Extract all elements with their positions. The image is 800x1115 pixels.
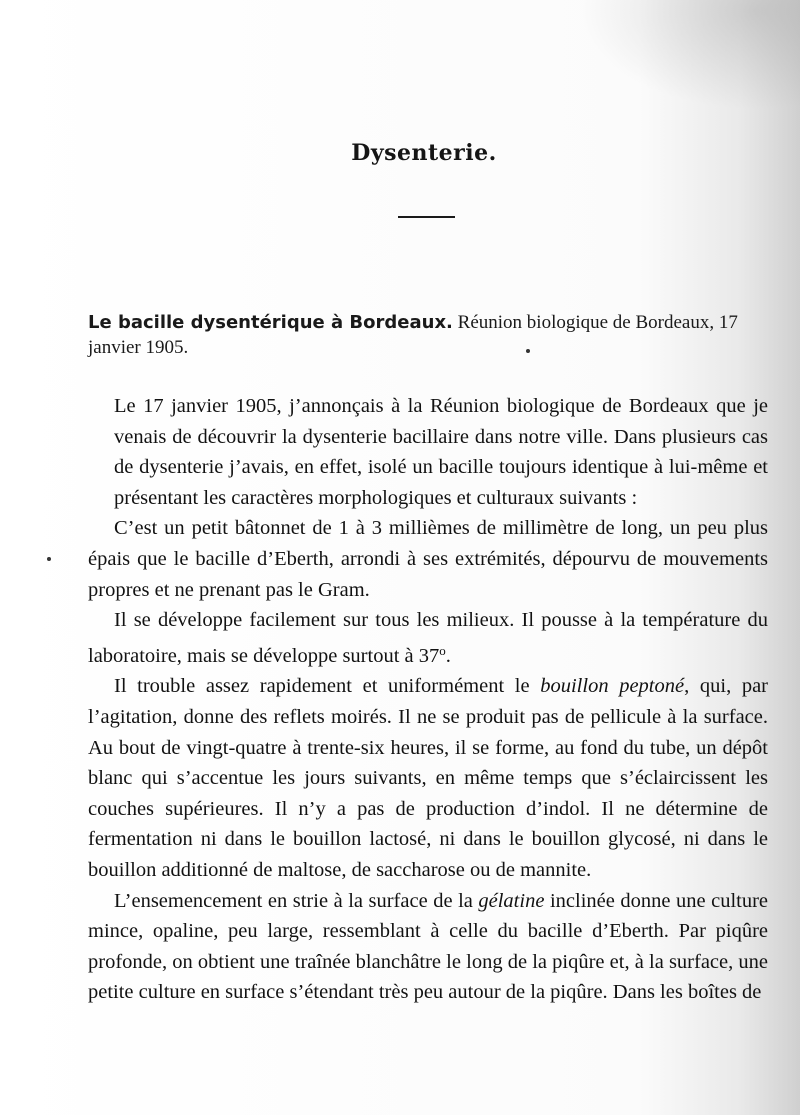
paragraph bbox=[88, 671, 768, 885]
reference-title: Le bacille dysentérique à Bordeaux. bbox=[88, 312, 453, 333]
paragraph-text: Il se développe facilement sur tous les milieux. Il pousse à la température du laboratoire, mais se développe surtout à 37 bbox=[88, 609, 768, 667]
paragraph: Le 17 janvier 1905, j’annonçais à la Réunion biologique de Bordeaux que je venais de découvrir la dysenterie bacillaire dans notre ville. Dans plusieurs cas de dysenterie j’avais, en effet, isolé un bacille toujours identique à lui-même et présentant les caractères morphologiques et culturaux suivants : bbox=[114, 395, 768, 509]
paragraph-text: . bbox=[445, 644, 451, 667]
stray-mark bbox=[47, 557, 51, 561]
italic-term: gélatine bbox=[478, 889, 545, 912]
reference-citation: Réunion biologique de Bordeaux, 17 janvier 1905. bbox=[88, 312, 738, 358]
italic-term: bouillon peptoné bbox=[540, 675, 685, 698]
paragraph-text: Il trouble assez rapidement et uniformément le bbox=[114, 675, 541, 698]
paragraph bbox=[88, 886, 768, 1008]
paragraph: C’est un petit bâtonnet de 1 à 3 millièmes de millimètre de long, un peu plus épais que le bacille d’Eberth, arrondi à ses extrémités, dépourvu de mouvements propres et ne prenant pas le Gram. bbox=[88, 517, 768, 601]
title-rule bbox=[398, 216, 455, 218]
stray-mark bbox=[526, 349, 530, 353]
paragraph bbox=[88, 605, 768, 671]
superscript: o bbox=[439, 642, 446, 658]
page-title: Dysenterie. bbox=[351, 140, 497, 166]
show-through-shadow bbox=[580, 0, 800, 110]
reference-block bbox=[88, 310, 768, 360]
paragraph-text: , qui, par l’agitation, donne des reflets moirés. Il ne se produit pas de pellicule à la surface. Au bout de vingt-quatre à trente-six heures, il se forme, au fond du tube, un dépôt blanc qui s’accentue les jours suivants, en même temps que s’éclaircissent les couches supérieures. Il n’y a pas de production d’indol. Il ne détermine de fermentation ni dans le bouillon lactosé, ni dans le bouillon glycosé, ni dans le bouillon additionné de maltose, de saccharose ou de mannite. bbox=[88, 675, 769, 881]
paragraph-text: inclinée donne une culture mince, opaline, peu large, ressemblant à celle du bacille d’Eberth. Par piqûre profonde, on obtient une traînée blanchâtre le long de la piqûre et, à la surface, une petite culture en surface s’étendant très peu autour de la piqûre. Dans les boîtes de bbox=[88, 889, 769, 1004]
paragraph-text: L’ensemencement en strie à la surface de la bbox=[114, 889, 479, 912]
body-text bbox=[88, 391, 768, 1008]
